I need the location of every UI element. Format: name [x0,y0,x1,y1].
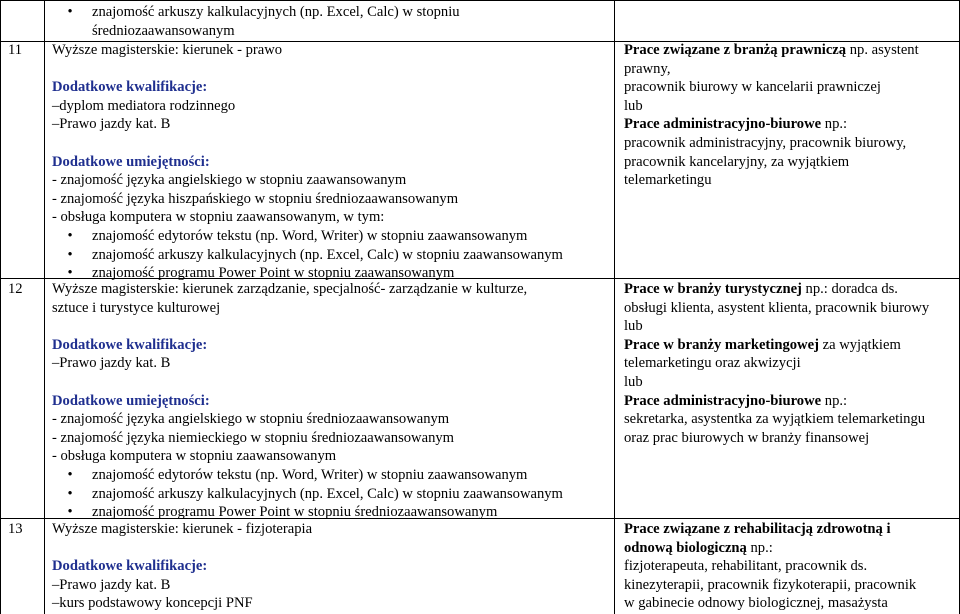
list-item: • znajomość programu Power Point w stopniu zaawansowanym [48,264,563,283]
job-line: prawny, [624,60,671,77]
row-13-qualifications [52,520,312,613]
job-line: telemarketingu oraz akwizycji [624,355,801,372]
col-border-middle [614,0,615,614]
row-number: 13 [8,521,23,537]
list-item: • znajomość programu Power Point w stopniu średniozaawansowanym [48,503,563,522]
skill-item: - znajomość języka niemieckiego w stopniu średniozaawansowanym [52,429,455,446]
blank-line [52,317,563,336]
bullet-icon: • [67,466,73,483]
blank-line [52,134,563,153]
list-item: • znajomość arkuszy kalkulacyjnych (np. Excel, Calc) w stopniu [48,3,460,22]
job-line: Prace związane z rehabilitacją zdrowotną i [624,521,891,537]
bullet-icon: • [67,504,73,521]
dash-marker: – [52,576,60,593]
list-item: –Prawo jazdy kat. B [52,355,171,372]
bullet-icon: • [67,227,73,244]
job-line: fizjoterapeuta, rehabilitant, pracownik ds. [624,558,868,575]
row-12-qualifications [52,280,563,522]
blank-line [52,539,312,558]
section-heading: Dodatkowe kwalifikacje: [52,336,208,353]
blank-line [52,373,563,392]
job-line: pracownik kancelaryjny, za wyjątkiem [624,153,850,170]
dash-marker: – [52,116,60,133]
section-heading: Dodatkowe kwalifikacje: [52,79,208,96]
bullet-icon: • [67,485,73,502]
skill-item: - znajomość języka hiszpańskiego w stopniu średniozaawansowanym [52,190,459,207]
job-line: w gabinecie odnowy biologicznej, masażysta [624,595,888,612]
list-item: –kurs podstawowy koncepcji PNF [52,595,253,612]
job-line: Prace w branży marketingowej za wyjątkiem [624,336,901,353]
list-item: • znajomość edytorów tekstu (np. Word, Writer) w stopniu zaawansowanym [48,466,563,485]
list-item: • znajomość arkuszy kalkulacyjnych (np. Excel, Calc) w stopniu zaawansowanym [48,246,563,265]
job-line: Prace administracyjno-biurowe np.: [624,116,848,133]
job-line: oraz prac biurowych w branży finansowej [624,429,870,446]
job-line: sekretarka, asystentka za wyjątkiem telemarketingu [624,411,926,428]
col-border-number [44,0,45,614]
job-line: pracownik biurowy w kancelarii prawniczej [624,79,881,96]
row-12-jobs [624,280,929,447]
skill-item: - obsługa komputera w stopniu zaawansowanym [52,448,337,465]
job-line: telemarketingu [624,172,712,189]
bullet-icon: • [67,4,73,20]
degree-text: sztuce i turystyce kulturowej [52,299,221,316]
list-item: średniozaawansowanym [92,22,235,39]
list-item: –dyplom mediatora rodzinnego [52,97,236,114]
list-item: • znajomość arkuszy kalkulacyjnych (np. Excel, Calc) w stopniu zaawansowanym [48,485,563,504]
job-line: lub [624,97,643,114]
row-11-jobs [624,41,919,190]
row-13-jobs [624,520,916,613]
degree-text: Wyższe magisterskie: kierunek - prawo [52,42,283,58]
dash-marker: – [52,595,60,612]
job-line: Prace administracyjno-biurowe np.: [624,392,848,409]
bullet-icon: • [67,265,73,282]
row-number: 11 [8,42,23,58]
job-line: lub [624,373,643,390]
job-line: lub [624,318,643,335]
skill-item: - obsługa komputera w stopniu zaawansowanym, w tym: [52,209,385,226]
col-border-left [0,0,1,614]
row-border-top [0,0,960,1]
skill-item: - znajomość języka angielskiego w stopniu zaawansowanym [52,172,407,189]
blank-line [52,60,563,79]
bullet-icon: • [67,246,73,263]
job-line: kinezyterapii, pracownik fizykoterapii, pracownik [624,576,917,593]
dash-marker: – [52,355,60,372]
degree-text: Wyższe magisterskie: kierunek - fizjoterapia [52,521,313,537]
degree-text: Wyższe magisterskie: kierunek zarządzanie, specjalność- zarządzanie w kulturze, [52,281,528,297]
section-heading: Dodatkowe kwalifikacje: [52,558,208,575]
job-line: pracownik administracyjny, pracownik biurowy, [624,134,907,151]
row-cont-left [48,3,460,40]
job-line: Prace związane z branżą prawniczą np. asystent [624,42,919,58]
row-number: 12 [8,281,23,297]
list-item: –Prawo jazdy kat. B [52,576,171,593]
section-heading: Dodatkowe umiejętności: [52,153,210,170]
list-item: • znajomość edytorów tekstu (np. Word, Writer) w stopniu zaawansowanym [48,227,563,246]
job-line: Prace w branży turystycznej np.: doradca ds. [624,281,898,297]
dash-marker: – [52,97,60,114]
job-line: obsługi klienta, asystent klienta, pracownik biurowy [624,299,930,316]
row-11-qualifications [52,41,563,283]
section-heading: Dodatkowe umiejętności: [52,392,210,409]
list-item: –Prawo jazdy kat. B [52,116,171,133]
job-line: odnową biologiczną np.: [624,539,773,556]
skill-item: - znajomość języka angielskiego w stopniu średniozaawansowanym [52,411,450,428]
